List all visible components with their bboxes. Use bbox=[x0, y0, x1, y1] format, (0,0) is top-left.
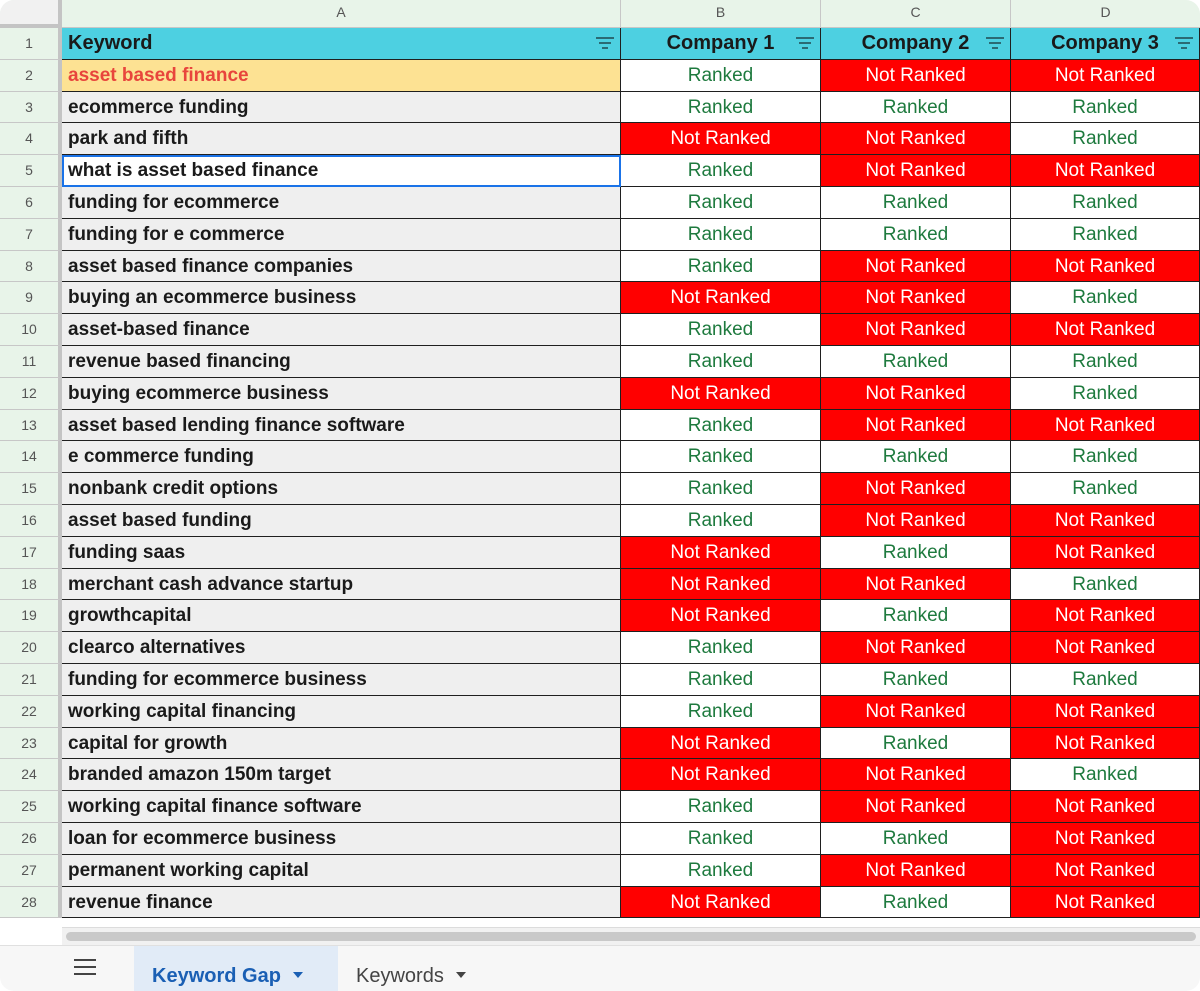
keyword-header-cell[interactable] bbox=[62, 28, 621, 60]
sheet-tab-bar bbox=[0, 945, 1200, 991]
company2-status-cell[interactable]: Not Ranked bbox=[821, 314, 1011, 346]
company2-status-cell[interactable]: Not Ranked bbox=[821, 123, 1011, 155]
company1-status-cell[interactable]: Ranked bbox=[621, 441, 821, 473]
company1-status-cell[interactable]: Ranked bbox=[621, 346, 821, 378]
company3-status-cell[interactable]: Ranked bbox=[1011, 441, 1200, 473]
row-number[interactable]: 28 bbox=[0, 887, 62, 919]
row-number[interactable]: 18 bbox=[0, 569, 62, 601]
company1-status-cell[interactable]: Not Ranked bbox=[621, 282, 821, 314]
company3-status-cell[interactable]: Not Ranked bbox=[1011, 823, 1200, 855]
company2-status-cell[interactable]: Not Ranked bbox=[821, 155, 1011, 187]
company3-status-cell[interactable]: Ranked bbox=[1011, 569, 1200, 601]
table-row bbox=[0, 314, 1200, 346]
column-header-b[interactable]: B bbox=[621, 0, 821, 28]
company1-status-cell[interactable]: Ranked bbox=[621, 632, 821, 664]
company3-header-label: Company 3 bbox=[1051, 32, 1159, 54]
keyword-cell[interactable]: growthcapital bbox=[62, 600, 621, 632]
row-number[interactable]: 20 bbox=[0, 632, 62, 664]
company3-status-cell[interactable]: Not Ranked bbox=[1011, 887, 1200, 919]
keyword-cell[interactable]: capital for growth bbox=[62, 728, 621, 760]
table-row bbox=[0, 855, 1200, 887]
hamburger-menu-icon[interactable] bbox=[74, 959, 98, 979]
company3-status-cell[interactable]: Not Ranked bbox=[1011, 791, 1200, 823]
keyword-cell[interactable]: asset based funding bbox=[62, 505, 621, 537]
table-row bbox=[0, 537, 1200, 569]
column-header-c[interactable]: C bbox=[821, 0, 1011, 28]
row-number[interactable]: 27 bbox=[0, 855, 62, 887]
table-row bbox=[0, 187, 1200, 219]
keyword-cell[interactable]: nonbank credit options bbox=[62, 473, 621, 505]
row-number[interactable]: 25 bbox=[0, 791, 62, 823]
company2-status-cell[interactable]: Not Ranked bbox=[821, 410, 1011, 442]
table-row bbox=[0, 251, 1200, 283]
row-number[interactable]: 21 bbox=[0, 664, 62, 696]
company3-status-cell[interactable]: Ranked bbox=[1011, 378, 1200, 410]
company2-status-cell[interactable]: Ranked bbox=[821, 441, 1011, 473]
table-row bbox=[0, 282, 1200, 314]
table-row bbox=[0, 505, 1200, 537]
company1-status-cell[interactable]: Ranked bbox=[621, 314, 821, 346]
filter-icon[interactable] bbox=[596, 37, 614, 51]
company3-status-cell[interactable]: Not Ranked bbox=[1011, 696, 1200, 728]
company3-status-cell[interactable]: Ranked bbox=[1011, 346, 1200, 378]
company2-status-cell[interactable]: Not Ranked bbox=[821, 378, 1011, 410]
row-number[interactable]: 19 bbox=[0, 600, 62, 632]
keyword-cell[interactable]: funding for ecommerce bbox=[62, 187, 621, 219]
company1-status-cell[interactable]: Not Ranked bbox=[621, 378, 821, 410]
company1-status-cell[interactable]: Not Ranked bbox=[621, 600, 821, 632]
keyword-cell[interactable]: buying an ecommerce business bbox=[62, 282, 621, 314]
company2-status-cell[interactable]: Ranked bbox=[821, 346, 1011, 378]
column-header-a[interactable]: A bbox=[62, 0, 621, 28]
filter-icon[interactable] bbox=[986, 37, 1004, 51]
company3-status-cell[interactable]: Not Ranked bbox=[1011, 632, 1200, 664]
table-row bbox=[0, 887, 1200, 919]
keyword-cell[interactable]: permanent working capital bbox=[62, 855, 621, 887]
row-number[interactable]: 3 bbox=[0, 92, 62, 124]
company2-status-cell[interactable]: Not Ranked bbox=[821, 791, 1011, 823]
company1-status-cell[interactable]: Ranked bbox=[621, 664, 821, 696]
table-row bbox=[0, 123, 1200, 155]
row-number[interactable]: 23 bbox=[0, 728, 62, 760]
table-row bbox=[0, 92, 1200, 124]
company2-status-cell[interactable]: Not Ranked bbox=[821, 696, 1011, 728]
company2-status-cell[interactable]: Not Ranked bbox=[821, 505, 1011, 537]
company2-status-cell[interactable]: Ranked bbox=[821, 219, 1011, 251]
table-row bbox=[0, 696, 1200, 728]
company3-status-cell[interactable]: Ranked bbox=[1011, 473, 1200, 505]
company1-status-cell[interactable]: Ranked bbox=[621, 251, 821, 283]
company3-status-cell[interactable]: Not Ranked bbox=[1011, 600, 1200, 632]
table-row bbox=[0, 473, 1200, 505]
company1-status-cell[interactable]: Not Ranked bbox=[621, 537, 821, 569]
row-number[interactable]: 1 bbox=[0, 28, 62, 60]
company2-status-cell[interactable]: Not Ranked bbox=[821, 759, 1011, 791]
company1-header-cell[interactable] bbox=[621, 28, 821, 60]
company3-status-cell[interactable]: Ranked bbox=[1011, 187, 1200, 219]
company2-header-label: Company 2 bbox=[861, 32, 970, 54]
keyword-cell[interactable]: e commerce funding bbox=[62, 441, 621, 473]
row-number[interactable]: 26 bbox=[0, 823, 62, 855]
company3-status-cell[interactable]: Ranked bbox=[1011, 219, 1200, 251]
table-row bbox=[0, 346, 1200, 378]
company2-status-cell[interactable]: Not Ranked bbox=[821, 473, 1011, 505]
keyword-cell[interactable]: asset based finance bbox=[62, 60, 621, 92]
company3-status-cell[interactable]: Not Ranked bbox=[1011, 728, 1200, 760]
keyword-cell[interactable]: working capital finance software bbox=[62, 791, 621, 823]
company1-status-cell[interactable]: Ranked bbox=[621, 155, 821, 187]
company2-status-cell[interactable]: Ranked bbox=[821, 664, 1011, 696]
table-row bbox=[0, 759, 1200, 791]
keyword-cell[interactable]: asset-based finance bbox=[62, 314, 621, 346]
company1-status-cell[interactable]: Ranked bbox=[621, 473, 821, 505]
caret-down-icon[interactable] bbox=[293, 972, 303, 978]
company1-status-cell[interactable]: Not Ranked bbox=[621, 728, 821, 760]
row-number[interactable]: 8 bbox=[0, 251, 62, 283]
column-header-bar bbox=[0, 0, 1200, 28]
keyword-cell[interactable]: clearco alternatives bbox=[62, 632, 621, 664]
company2-status-cell[interactable]: Not Ranked bbox=[821, 282, 1011, 314]
company1-status-cell[interactable]: Ranked bbox=[621, 92, 821, 124]
company3-status-cell[interactable]: Not Ranked bbox=[1011, 855, 1200, 887]
company3-status-cell[interactable]: Ranked bbox=[1011, 664, 1200, 696]
scrollbar-thumb[interactable] bbox=[66, 932, 1196, 941]
company2-status-cell[interactable]: Not Ranked bbox=[821, 251, 1011, 283]
company3-status-cell[interactable]: Ranked bbox=[1011, 123, 1200, 155]
keyword-cell[interactable]: asset based finance companies bbox=[62, 251, 621, 283]
row-number[interactable]: 4 bbox=[0, 123, 62, 155]
company1-status-cell[interactable]: Not Ranked bbox=[621, 569, 821, 601]
company1-status-cell[interactable]: Ranked bbox=[621, 823, 821, 855]
company3-status-cell[interactable]: Not Ranked bbox=[1011, 251, 1200, 283]
company3-header-cell[interactable] bbox=[1011, 28, 1200, 60]
table-row bbox=[0, 600, 1200, 632]
tab-keyword-gap[interactable] bbox=[134, 946, 338, 991]
row-number[interactable]: 5 bbox=[0, 155, 62, 187]
company2-status-cell[interactable]: Ranked bbox=[821, 728, 1011, 760]
row-number[interactable]: 6 bbox=[0, 187, 62, 219]
company1-status-cell[interactable]: Ranked bbox=[621, 187, 821, 219]
keyword-cell[interactable]: park and fifth bbox=[62, 123, 621, 155]
keyword-cell[interactable]: funding for e commerce bbox=[62, 219, 621, 251]
table-row bbox=[0, 791, 1200, 823]
company2-header-cell[interactable] bbox=[821, 28, 1011, 60]
keyword-cell[interactable]: loan for ecommerce business bbox=[62, 823, 621, 855]
row-number[interactable]: 2 bbox=[0, 60, 62, 92]
company1-header-label: Company 1 bbox=[666, 32, 775, 54]
company2-status-cell[interactable]: Ranked bbox=[821, 537, 1011, 569]
company2-status-cell[interactable]: Not Ranked bbox=[821, 855, 1011, 887]
keyword-cell[interactable]: branded amazon 150m target bbox=[62, 759, 621, 791]
table-row bbox=[0, 60, 1200, 92]
keyword-cell[interactable]: working capital financing bbox=[62, 696, 621, 728]
row-number[interactable]: 14 bbox=[0, 441, 62, 473]
caret-down-icon[interactable] bbox=[456, 972, 466, 978]
company1-status-cell[interactable]: Ranked bbox=[621, 855, 821, 887]
table-header-row bbox=[0, 28, 1200, 60]
company1-status-cell[interactable]: Ranked bbox=[621, 219, 821, 251]
row-number[interactable]: 22 bbox=[0, 696, 62, 728]
row-number[interactable]: 13 bbox=[0, 410, 62, 442]
row-number[interactable]: 7 bbox=[0, 219, 62, 251]
company2-status-cell[interactable]: Not Ranked bbox=[821, 569, 1011, 601]
tab-keywords-label: Keywords bbox=[356, 965, 444, 987]
company3-status-cell[interactable]: Not Ranked bbox=[1011, 410, 1200, 442]
table-row bbox=[0, 155, 1200, 187]
row-number[interactable]: 10 bbox=[0, 314, 62, 346]
company1-status-cell[interactable]: Ranked bbox=[621, 410, 821, 442]
sheet-grid bbox=[0, 28, 1200, 918]
keyword-cell[interactable]: ecommerce funding bbox=[62, 92, 621, 124]
company2-status-cell[interactable]: Ranked bbox=[821, 823, 1011, 855]
company3-status-cell[interactable]: Ranked bbox=[1011, 92, 1200, 124]
row-number[interactable]: 9 bbox=[0, 282, 62, 314]
company1-status-cell[interactable]: Not Ranked bbox=[621, 123, 821, 155]
row-number[interactable]: 15 bbox=[0, 473, 62, 505]
table-row bbox=[0, 219, 1200, 251]
row-number[interactable]: 11 bbox=[0, 346, 62, 378]
company1-status-cell[interactable]: Ranked bbox=[621, 60, 821, 92]
table-row bbox=[0, 410, 1200, 442]
company3-status-cell[interactable]: Not Ranked bbox=[1011, 60, 1200, 92]
keyword-cell[interactable]: revenue based financing bbox=[62, 346, 621, 378]
row-number[interactable]: 12 bbox=[0, 378, 62, 410]
horizontal-scrollbar[interactable] bbox=[62, 927, 1200, 945]
keyword-cell[interactable]: funding saas bbox=[62, 537, 621, 569]
table-row bbox=[0, 378, 1200, 410]
company3-status-cell[interactable]: Ranked bbox=[1011, 282, 1200, 314]
filter-icon[interactable] bbox=[796, 37, 814, 51]
company3-status-cell[interactable]: Not Ranked bbox=[1011, 314, 1200, 346]
table-row bbox=[0, 664, 1200, 696]
keyword-cell[interactable]: buying ecommerce business bbox=[62, 378, 621, 410]
company2-status-cell[interactable]: Ranked bbox=[821, 887, 1011, 919]
tab-keyword-gap-label: Keyword Gap bbox=[152, 965, 281, 987]
keyword-cell[interactable]: what is asset based finance bbox=[62, 155, 621, 187]
table-row bbox=[0, 728, 1200, 760]
table-row bbox=[0, 823, 1200, 855]
company3-status-cell[interactable]: Not Ranked bbox=[1011, 155, 1200, 187]
company3-status-cell[interactable]: Not Ranked bbox=[1011, 537, 1200, 569]
company1-status-cell[interactable]: Not Ranked bbox=[621, 887, 821, 919]
select-all-corner[interactable] bbox=[0, 0, 62, 28]
row-number[interactable]: 24 bbox=[0, 759, 62, 791]
company1-status-cell[interactable]: Ranked bbox=[621, 696, 821, 728]
keyword-header-label: Keyword bbox=[68, 32, 153, 54]
table-row bbox=[0, 441, 1200, 473]
company2-status-cell[interactable]: Not Ranked bbox=[821, 60, 1011, 92]
company3-status-cell[interactable]: Not Ranked bbox=[1011, 505, 1200, 537]
row-number[interactable]: 16 bbox=[0, 505, 62, 537]
company1-status-cell[interactable]: Not Ranked bbox=[621, 759, 821, 791]
table-row bbox=[0, 632, 1200, 664]
keyword-cell[interactable]: merchant cash advance startup bbox=[62, 569, 621, 601]
filter-icon[interactable] bbox=[1175, 37, 1193, 51]
company1-status-cell[interactable]: Ranked bbox=[621, 505, 821, 537]
table-row bbox=[0, 569, 1200, 601]
tab-keywords[interactable] bbox=[338, 946, 508, 991]
keyword-cell[interactable]: revenue finance bbox=[62, 887, 621, 919]
company2-status-cell[interactable]: Ranked bbox=[821, 187, 1011, 219]
company2-status-cell[interactable]: Not Ranked bbox=[821, 632, 1011, 664]
keyword-cell[interactable]: asset based lending finance software bbox=[62, 410, 621, 442]
keyword-cell[interactable]: funding for ecommerce business bbox=[62, 664, 621, 696]
company3-status-cell[interactable]: Ranked bbox=[1011, 759, 1200, 791]
company2-status-cell[interactable]: Ranked bbox=[821, 600, 1011, 632]
company1-status-cell[interactable]: Ranked bbox=[621, 791, 821, 823]
company2-status-cell[interactable]: Ranked bbox=[821, 92, 1011, 124]
row-number[interactable]: 17 bbox=[0, 537, 62, 569]
column-header-d[interactable]: D bbox=[1100, 4, 1111, 20]
